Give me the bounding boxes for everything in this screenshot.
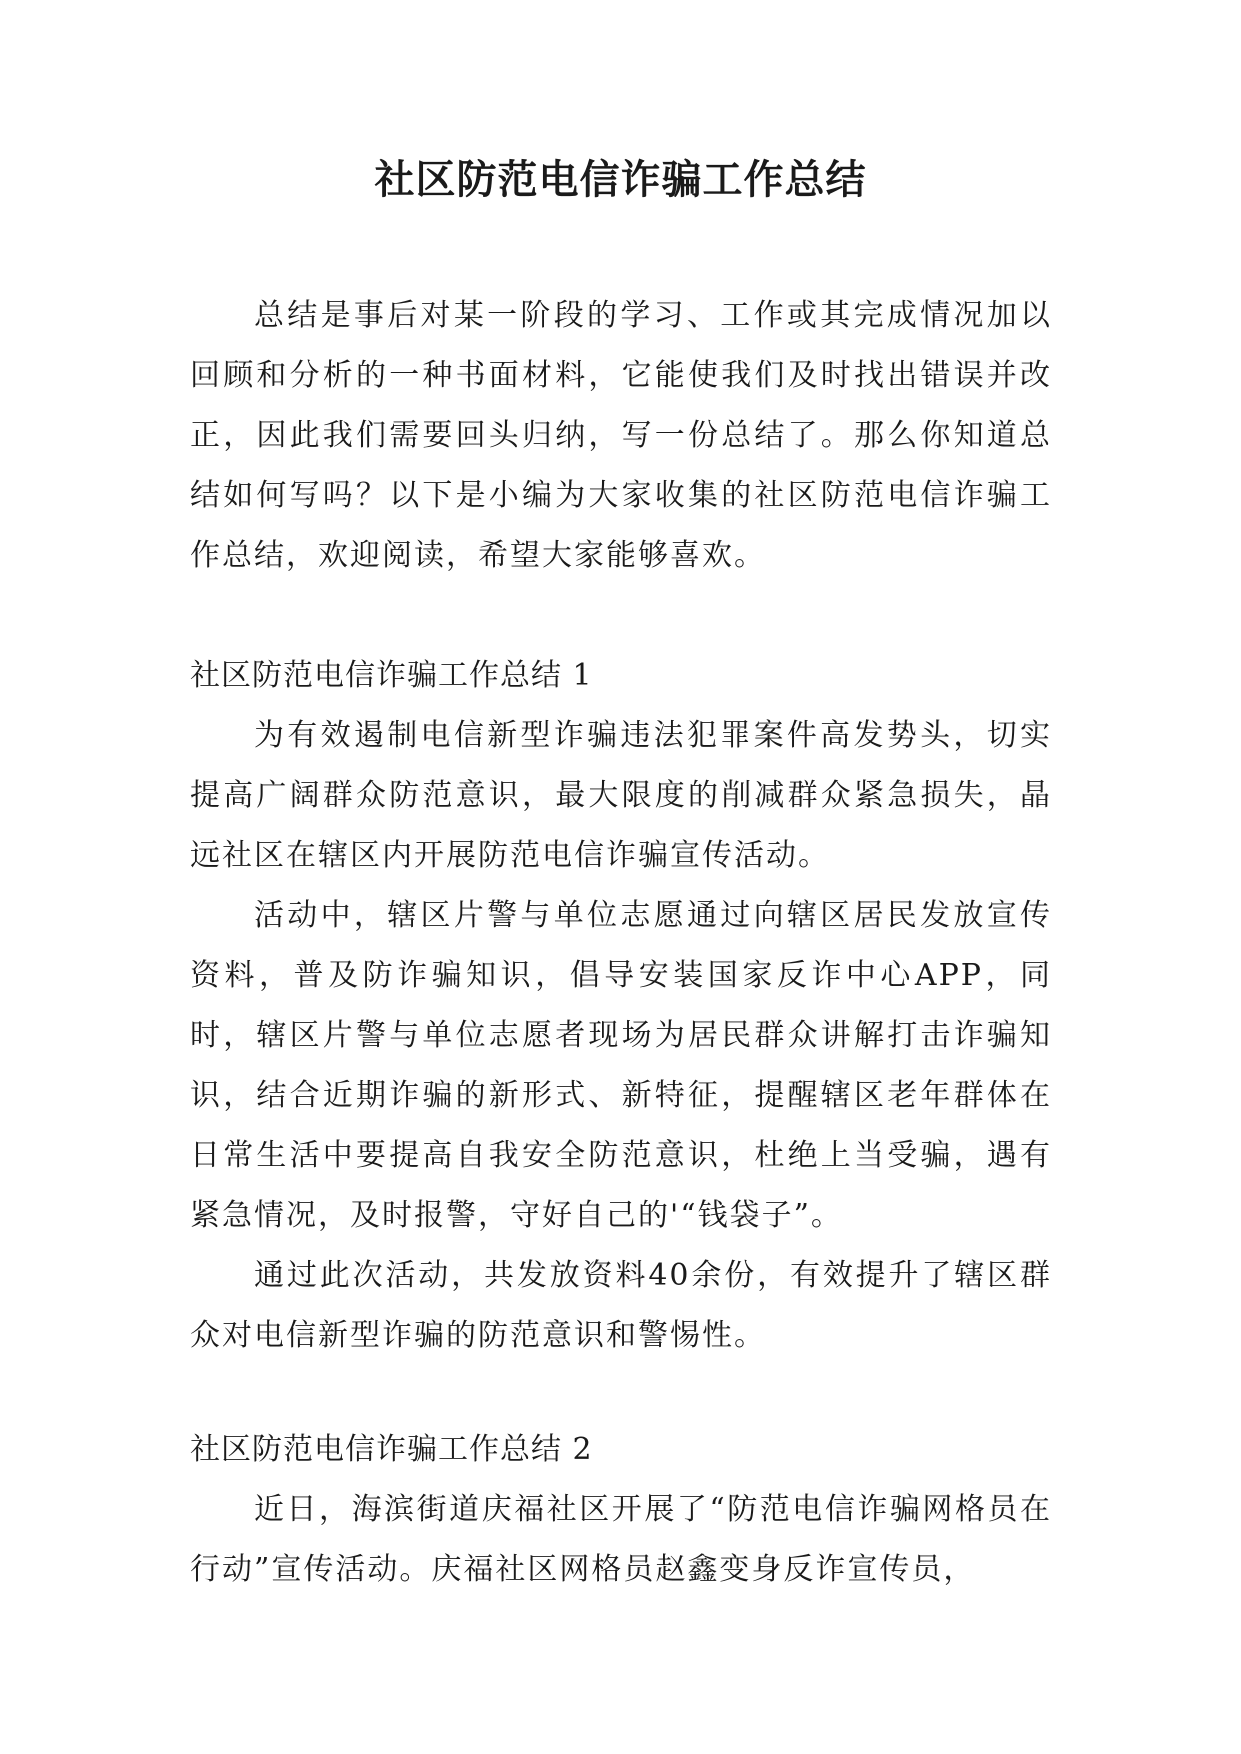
section-heading-1: 社区防范电信诈骗工作总结 1: [190, 658, 593, 693]
section-2-paragraph-1: 近日，海滨街道庆福社区开展了“防范电信诈骗网格员在行动”宣传活动。庆福社区网格员赵鑫变身反诈宣传员，: [190, 1492, 1052, 1587]
section-1-paragraph-1: 为有效遏制电信新型诈骗违法犯罪案件高发势头，切实提高广阔群众防范意识，最大限度的削减群众紧急损失，晶远社区在辖区内开展防范电信诈骗宣传活动。: [190, 718, 1052, 873]
section-1-paragraph-2: 活动中，辖区片警与单位志愿通过向辖区居民发放宣传资料，普及防诈骗知识，倡导安装国家反诈中心APP，同时，辖区片警与单位志愿者现场为居民群众讲解打击诈骗知识，结合近期诈骗的新形式、新特征，提醒辖区老年群体在日常生活中要提高自我安全防范意识，杜绝上当受骗，遇有紧急情况，及时报警，守好自己的'“钱袋子”。: [190, 898, 1052, 1233]
section-heading-2: 社区防范电信诈骗工作总结 2: [190, 1432, 593, 1467]
section-1-paragraph-3: 通过此次活动，共发放资料40余份，有效提升了辖区群众对电信新型诈骗的防范意识和警惕性。: [190, 1258, 1052, 1353]
spacer: [190, 586, 1052, 646]
intro-paragraph: 总结是事后对某一阶段的学习、工作或其完成情况加以回顾和分析的一种书面材料，它能使我们及时找出错误并改正，因此我们需要回头归纳，写一份总结了。那么你知道总结如何写吗？以下是小编为大家收集的社区防范电信诈骗工作总结，欢迎阅读，希望大家能够喜欢。: [190, 298, 1052, 573]
spacer: [190, 1366, 1052, 1420]
document-body: [190, 286, 1052, 1600]
document-title: 社区防范电信诈骗工作总结: [374, 156, 867, 203]
